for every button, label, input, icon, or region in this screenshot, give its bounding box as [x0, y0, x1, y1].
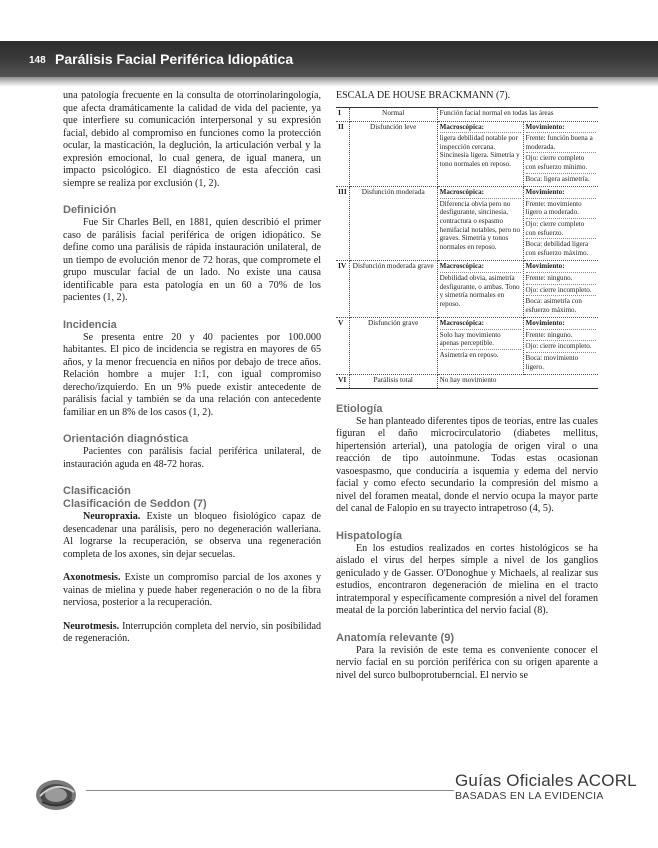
scale-macroscopic-line: Macroscópica:: [440, 188, 521, 199]
scale-row: [336, 187, 598, 261]
scale-grade: I: [336, 108, 349, 122]
scale-movement-line: Boca: ligera asimetría.: [525, 174, 590, 183]
scale-dysfunction-name: Disfunción moderada: [349, 187, 437, 261]
scale-row: [336, 318, 598, 375]
neurotmesis-text: Interrupción completa del nervio, sin posibilidad de regeneración.: [63, 620, 321, 644]
etiologia-paragraph: Se han planteado diferentes tipos de teorías, entre las cuales figuran el daño microcirculatorio (diabetes mellitus, hipertensión arterial), una patología de origen viral o una reacción de tipo autoinmune. Todas estas ocasionan vasoespasmo, que conduciría a isquemia y edema del nervio facial y como efecto secundario la compresión del mismo a nivel del foramen meatal, donde el nervio ocupa la mayor parte del canal de Falopio en su trayecto intrapetroso (4, 5).: [336, 415, 598, 515]
scale-macroscopic-cell: [437, 375, 598, 389]
scale-macroscopic-cell: [437, 187, 523, 261]
scale-row: [336, 261, 598, 318]
scale-grade: IV: [336, 261, 349, 318]
scale-macroscopic-cell: [437, 261, 523, 318]
section-title-definicion: Definición: [63, 204, 117, 216]
neuropraxia-text: Existe un bloqueo fisiológico capaz de desencadenar una parálisis, pero no degeneración walleriana. Al lograrse la recuperación, se observa una regeneración completa de los axones, sin dejar secuelas.: [63, 511, 321, 560]
neurotmesis-paragraph: [63, 621, 321, 646]
scale-movement-cell: [523, 261, 598, 318]
scale-macroscopic-line: ligera debilidad notable por inspección cercana. Sincinesia ligera. Simetría y tono normales en reposo.: [439, 134, 520, 168]
axonotmesis-paragraph: [63, 572, 321, 610]
scale-macroscopic-cell: [437, 318, 523, 375]
scale-macroscopic-cell: [437, 121, 523, 187]
scale-grade: III: [336, 187, 349, 261]
scale-row: [336, 108, 598, 122]
scale-movement-cell: [523, 187, 598, 261]
scale-movement-line: Frente: ninguno.: [526, 274, 596, 285]
right-column: [336, 90, 598, 682]
scale-macroscopic-line: Debilidad obvia, asimetría desfigurante, o ambas. Tono y simetría normales en reposo.: [439, 273, 520, 308]
definicion-paragraph: Fue Sir Charles Bell, en 1881, quien describió el primer caso de parálisis facial periférica de origen idiopático. Se define como una parálisis de rápida instauración unilateral, de un tiempo de evolución menor de 72 horas, que compromete el grupo muscular facial de un lado. No existe una causa identificable para esta patología en un 60 a 70% de los pacientes (1, 2).: [63, 217, 321, 303]
scale-dysfunction-name: Parálisis total: [349, 375, 437, 389]
scale-macroscopic-line: Macroscópica:: [440, 262, 521, 273]
axonotmesis-text: Existe un compromiso parcial de los axones y vainas de mielina y puede haber regeneración o no de la fibra nerviosa, posterior a la recuperación.: [63, 572, 321, 608]
section-title-incidencia: Incidencia: [63, 318, 117, 331]
scale-movement-line: Movimiento:: [526, 319, 596, 330]
page-number: 148: [29, 55, 46, 66]
axonotmesis-term: Axonotmesis.: [63, 572, 121, 583]
scale-macroscopic-cell: [437, 108, 598, 122]
incidencia-paragraph: Se presenta entre 20 y 40 pacientes por 100.000 habitantes. El pico de incidencia se registra en mayores de 65 años, y la menor frecuencia en niños por debajo de trece años. Relación hombre a mujer 1:1, con igual compromiso derecho/izquierdo. En un 9% puede existir antecedente de parálisis facial y también se da una relación con antecedente familiar en un 8% de los casos (1, 2).: [63, 331, 321, 418]
section-title-clasificacion: Clasificación: [63, 485, 131, 497]
scale-movement-line: Movimiento:: [526, 188, 596, 199]
acorl-logo-icon: [34, 776, 80, 812]
left-column: [63, 90, 321, 646]
scale-dysfunction-name: Disfunción leve: [349, 121, 437, 187]
hispatologia-paragraph: En los estudios realizados en cortes histológicos se ha aislado el virus del herpes simple a nivel de los ganglios geniculado y de Gasser. O'Donoghue y Michaels, al realizar sus estudios, encontraron degeneración de mielina en el tracto intratemporal y específicamente compresión a nivel del foramen meatal de la porción laberíntica del nervio facial (8).: [336, 542, 598, 617]
scale-movement-line: Ojo: cierre incompleto.: [526, 286, 596, 297]
footer-subtitle: BASADAS EN LA EVIDENCIA: [455, 790, 604, 802]
scale-movement-line: Frente: ninguno.: [526, 331, 596, 342]
scale-dysfunction-name: Disfunción grave: [349, 318, 437, 375]
scale-grade: V: [336, 318, 349, 375]
scale-movement-line: Boca: debilidad ligera con esfuerzo máximo.: [525, 240, 589, 257]
scale-movement-line: Movimiento:: [526, 262, 596, 273]
scale-macroscopic-line: Función facial normal en todas las áreas: [439, 109, 554, 117]
anatomia-paragraph: Para la revisión de este tema es conveniente conocer el nervio facial en su porción periférica con su origen aparente a nivel del surco bulboprotuberncial. El nervio se: [336, 644, 598, 681]
scale-macroscopic-line: Macroscópica:: [440, 319, 521, 330]
scale-row: [336, 121, 598, 187]
scale-movement-cell: [523, 318, 598, 375]
scale-macroscopic-line: Diferencia obvia pero no desfigurante, sincinesia, contractura o espasmo hemifacial notables, pero no graves. Simetría y tonos normales en reposo.: [439, 199, 521, 251]
house-brackmann-table: [336, 107, 598, 389]
scale-macroscopic-line: Asimetría en reposo.: [439, 351, 499, 360]
intro-paragraph: una patología frecuente en la consulta de otorrinolaringología, que afecta dramáticamente la calidad de vida del paciente, ya que interfiere su comunicación interpersonal y su expresión facial, debido al compromiso en funciones como la protección ocular, la masticación, la deglución, la articulación verbal y la expresión emocional, lo cual genera, de igual manera, un impacto psicológico. El diagnóstico de esta afección casi siempre se realiza por exclusión (1, 2).: [63, 90, 321, 189]
scale-macroscopic-line: No hay movimiento: [439, 376, 497, 385]
scale-movement-line: Boca: asimetría con esfuerzo máximo.: [525, 297, 582, 314]
footer-divider: [86, 790, 454, 791]
neurotmesis-term: Neurotmesis.: [63, 620, 120, 632]
scale-dysfunction-name: Disfunción moderada grave: [349, 261, 437, 318]
neuropraxia-paragraph: [63, 511, 321, 561]
scale-macroscopic-line: Macroscópica:: [440, 123, 521, 134]
scale-macroscopic-line: Solo hay movimiento apenas perceptible.: [440, 331, 521, 350]
section-title-etiologia: Etiología: [336, 402, 383, 415]
scale-title: ESCALA DE HOUSE BRACKMANN (7).: [336, 90, 511, 101]
section-title-orientacion: Orientación diagnóstica: [63, 433, 189, 445]
header-fade: [0, 77, 658, 87]
scale-movement-line: Ojo: cierre incompleto.: [526, 342, 596, 353]
section-title-seddon: Clasificación de Seddon (7): [63, 498, 207, 510]
orientacion-paragraph: Pacientes con parálisis facial periférica unilateral, de instauración aguda en 48-72 horas.: [63, 446, 321, 470]
scale-movement-line: Boca: movimiento ligero.: [525, 354, 579, 371]
scale-movement-line: Frente: función buena a moderada.: [526, 134, 596, 153]
scale-movement-line: Frente: movimiento ligero a moderado.: [526, 200, 596, 219]
scale-movement-line: Movimiento:: [526, 123, 596, 134]
scale-movement-line: Ojo: cierre completo con esfuerzo.: [526, 220, 596, 239]
scale-movement-cell: [523, 121, 598, 187]
page-title: Parálisis Facial Periférica Idiopática: [55, 51, 294, 67]
footer-brand: Guías Oficiales ACORL: [455, 771, 637, 790]
scale-movement-line: Ojo: cierre completo con esfuerzo mínimo.: [526, 154, 596, 173]
neuropraxia-term: Neuropraxia.: [83, 511, 141, 522]
scale-grade: VI: [336, 375, 349, 389]
scale-grade: II: [336, 121, 349, 187]
scale-dysfunction-name: Normal: [349, 108, 437, 122]
section-title-hispatologia: Hispatología: [336, 529, 403, 542]
section-title-anatomia: Anatomía relevante (9): [336, 631, 454, 644]
scale-row: [336, 375, 598, 389]
